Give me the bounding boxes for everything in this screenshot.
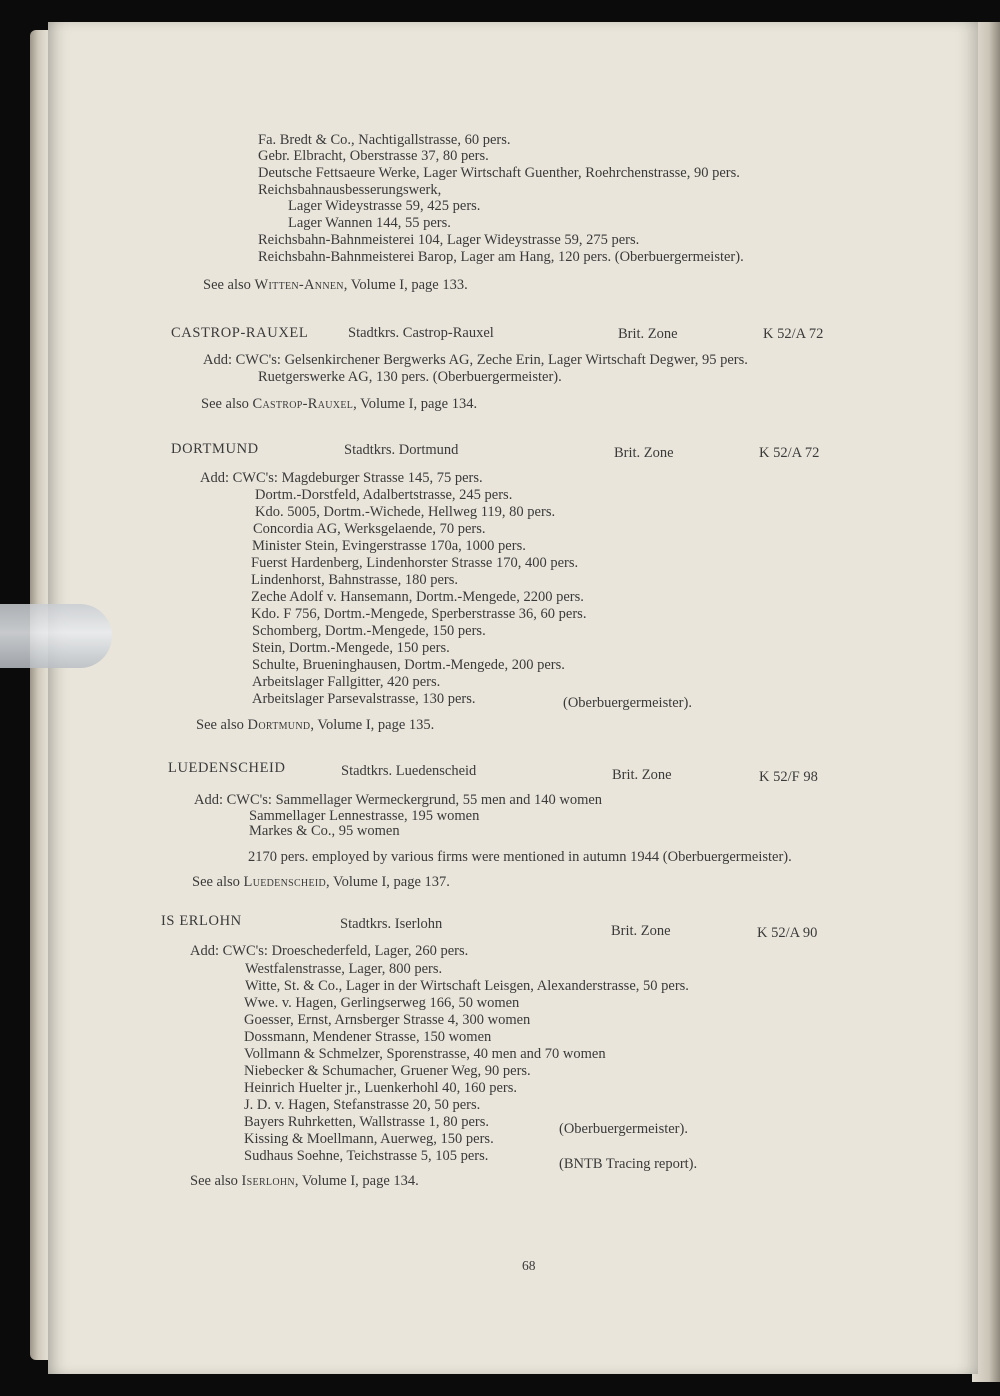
dortmund-line-5: Minister Stein, Evingerstrasse 170a, 1000 pers.: [252, 538, 526, 554]
iserlohn-line-4: Wwe. v. Hagen, Gerlingserweg 166, 50 women: [244, 995, 520, 1011]
iserlohn-see-also: See also Iserlohn, Volume I, page 134.: [190, 1173, 419, 1189]
luedenscheid-ref: K 52/F 98: [759, 769, 818, 785]
castrop-zone: Brit. Zone: [618, 326, 678, 342]
castrop-line-2: Ruetgerswerke AG, 130 pers. (Oberbuergermeister).: [258, 369, 562, 385]
intro-line-2: Gebr. Elbracht, Oberstrasse 37, 80 pers.: [258, 148, 489, 164]
castrop-district: Stadtkrs. Castrop-Rauxel: [348, 325, 494, 341]
iserlohn-district: Stadtkrs. Iserlohn: [340, 916, 443, 932]
iserlohn-line-3: Witte, St. & Co., Lager in der Wirtschaft Leisgen, Alexanderstrasse, 50 pers.: [245, 978, 689, 994]
dortmund-line-2: Dortm.-Dorstfeld, Adalbertstrasse, 245 pers.: [255, 487, 513, 503]
dortmund-line-12: Schulte, Brueninghausen, Dortm.-Mengede, 200 pers.: [252, 657, 565, 673]
dortmund-line-4: Concordia AG, Werksgelaende, 70 pers.: [253, 521, 486, 537]
dortmund-ref: K 52/A 72: [759, 445, 820, 461]
luedenscheid-heading: LUEDENSCHEID: [168, 760, 286, 776]
dortmund-district: Stadtkrs. Dortmund: [344, 442, 459, 458]
iserlohn-source-1: (Oberbuergermeister).: [559, 1121, 688, 1137]
luedenscheid-zone: Brit. Zone: [612, 767, 672, 783]
iserlohn-line-8: Niebecker & Schumacher, Gruener Weg, 90 pers.: [244, 1063, 531, 1079]
castrop-ref: K 52/A 72: [763, 326, 824, 342]
dortmund-line-8: Zeche Adolf v. Hansemann, Dortm.-Mengede, 2200 pers.: [251, 589, 584, 605]
iserlohn-ref: K 52/A 90: [757, 925, 818, 941]
intro-see-also: See also Witten-Annen, Volume I, page 133.: [203, 277, 468, 293]
dortmund-line-13: Arbeitslager Fallgitter, 420 pers.: [252, 674, 441, 690]
luedenscheid-line-3: Markes & Co., 95 women: [249, 823, 400, 839]
iserlohn-line-12: Kissing & Moellmann, Auerweg, 150 pers.: [244, 1131, 494, 1147]
iserlohn-line-5: Goesser, Ernst, Arnsberger Strasse 4, 300 women: [244, 1012, 531, 1028]
page-number: 68: [522, 1258, 536, 1273]
luedenscheid-line-2: Sammellager Lennestrasse, 195 women: [249, 808, 480, 824]
dortmund-line-10: Schomberg, Dortm.-Mengede, 150 pers.: [252, 623, 486, 639]
iserlohn-line-2: Westfalenstrasse, Lager, 800 pers.: [245, 961, 443, 977]
luedenscheid-line-1: Add: CWC's: Sammellager Wermeckergrund, 55 men and 140 women: [194, 792, 603, 808]
iserlohn-line-1: Add: CWC's: Droeschederfeld, Lager, 260 pers.: [190, 943, 469, 959]
dortmund-see-also: See also Dortmund, Volume I, page 135.: [196, 717, 435, 733]
intro-line-1: Fa. Bredt & Co., Nachtigallstrasse, 60 pers.: [258, 132, 511, 148]
iserlohn-zone: Brit. Zone: [611, 923, 671, 939]
intro-line-6: Lager Wannen 144, 55 pers.: [288, 215, 451, 231]
dortmund-zone: Brit. Zone: [614, 445, 674, 461]
luedenscheid-note: 2170 pers. employed by various firms were mentioned in autumn 1944 (Oberbuergermeister).: [248, 849, 792, 865]
iserlohn-line-11: Bayers Ruhrketten, Wallstrasse 1, 80 pers.: [244, 1114, 490, 1130]
castrop-heading: CASTROP-RAUXEL: [171, 325, 309, 341]
iserlohn-line-6: Dossmann, Mendener Strasse, 150 women: [244, 1029, 492, 1045]
castrop-line-1: Add: CWC's: Gelsenkirchener Bergwerks AG, Zeche Erin, Lager Wirtschaft Degwer, 95 pers.: [203, 352, 748, 368]
iserlohn-line-10: J. D. v. Hagen, Stefanstrasse 20, 50 pers.: [244, 1097, 481, 1113]
dortmund-line-7: Lindenhorst, Bahnstrasse, 180 pers.: [251, 572, 458, 588]
dortmund-line-1: Add: CWC's: Magdeburger Strasse 145, 75 pers.: [200, 470, 483, 486]
dortmund-heading: DORTMUND: [171, 441, 259, 457]
intro-line-3: Deutsche Fettsaeure Werke, Lager Wirtschaft Guenther, Roehrchenstrasse, 90 pers.: [258, 165, 740, 181]
book-page: [48, 22, 978, 1374]
castrop-see-also: See also Castrop-Rauxel, Volume I, page 134.: [201, 396, 478, 412]
luedenscheid-see-also: See also Luedenscheid, Volume I, page 137.: [192, 874, 450, 890]
luedenscheid-district: Stadtkrs. Luedenscheid: [341, 763, 477, 779]
intro-line-7: Reichsbahn-Bahnmeisterei 104, Lager Wideystrasse 59, 275 pers.: [258, 232, 640, 248]
iserlohn-source-2: (BNTB Tracing report).: [559, 1156, 698, 1172]
dortmund-line-11: Stein, Dortm.-Mengede, 150 pers.: [252, 640, 450, 656]
dortmund-line-3: Kdo. 5005, Dortm.-Wichede, Hellweg 119, 80 pers.: [255, 504, 556, 520]
intro-line-4: Reichsbahnausbesserungswerk,: [258, 182, 442, 198]
iserlohn-line-9: Heinrich Huelter jr., Luenkerhohl 40, 160 pers.: [244, 1080, 518, 1096]
iserlohn-line-7: Vollmann & Schmelzer, Sporenstrasse, 40 men and 70 women: [244, 1046, 606, 1062]
dortmund-line-14: Arbeitslager Parsevalstrasse, 130 pers.: [252, 691, 476, 707]
iserlohn-heading: IS ERLOHN: [161, 913, 242, 929]
paper-clip: [0, 604, 112, 668]
dortmund-line-6: Fuerst Hardenberg, Lindenhorster Strasse 170, 400 pers.: [251, 555, 579, 571]
dortmund-line-9: Kdo. F 756, Dortm.-Mengede, Sperberstrasse 36, 60 pers.: [251, 606, 587, 622]
intro-line-5: Lager Wideystrasse 59, 425 pers.: [288, 198, 481, 214]
intro-line-8: Reichsbahn-Bahnmeisterei Barop, Lager am Hang, 120 pers. (Oberbuergermeister).: [258, 249, 744, 265]
iserlohn-line-13: Sudhaus Soehne, Teichstrasse 5, 105 pers.: [244, 1148, 489, 1164]
dortmund-source: (Oberbuergermeister).: [563, 695, 692, 711]
